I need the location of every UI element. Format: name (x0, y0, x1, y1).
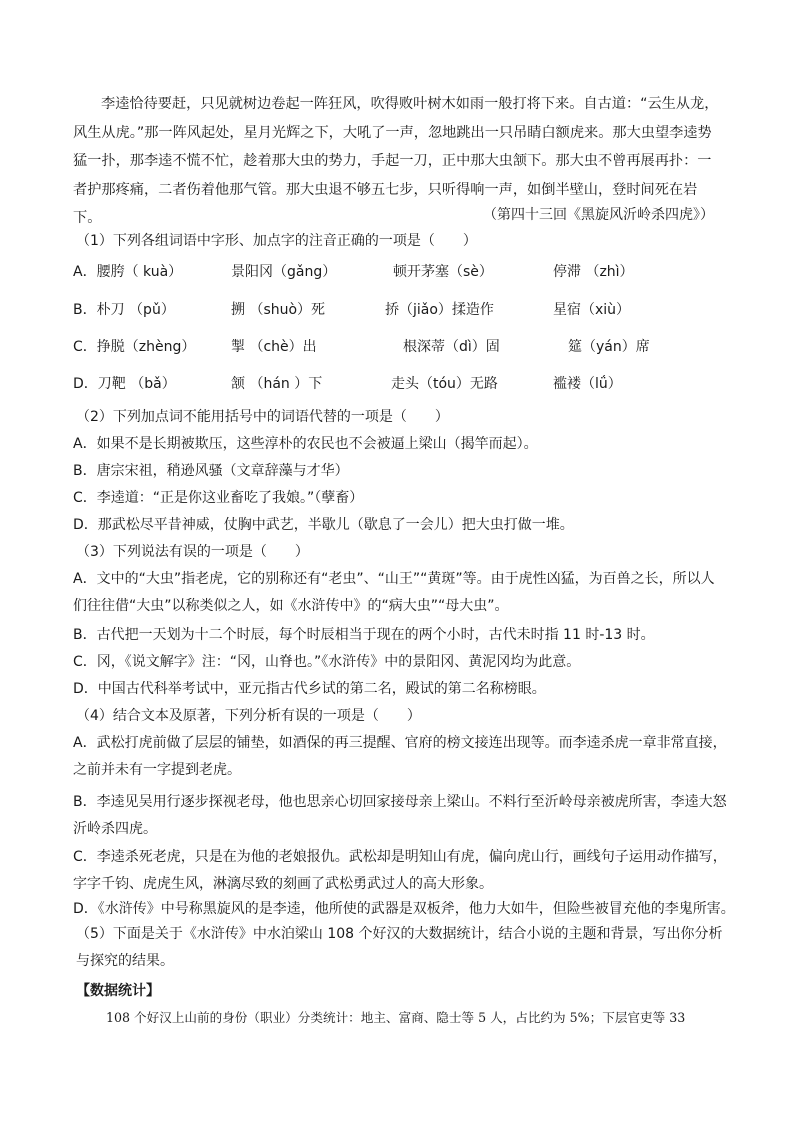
q3-option-d: D．中国古代科举考试中，亚元指古代乡试的第二名，殿试的第二名称榜眼。 (73, 681, 546, 697)
q1-option-row-a (73, 262, 733, 282)
q3-option-c: C．冈，《说文解字》注：“冈，山脊也。”《水浒传》中的景阳冈、黄泥冈均为此意。 (73, 654, 581, 670)
q1-option-row-c (73, 337, 733, 357)
q1-b-1: B．朴刀 （pǔ） (73, 302, 175, 318)
q1-option-row-b (73, 300, 733, 320)
q2-option-a: A．如果不是长期被欺压，这些淳朴的农民也不会被逼上梁山（揭竿而起）。 (73, 436, 538, 452)
q4-option-c: C．李逵杀死老虎，只是在为他的老娘报仇。武松却是明知山有虎，偏向虎山行，画线句子运用动作描写，字字千钧、虎虎生风，淋漓尽致的刻画了武松勇武过人的高大形象。 (73, 849, 727, 892)
passage-source: （第四十三回《黑旋风沂岭杀四虎》） (483, 207, 714, 223)
q3-option-a: A．文中的“大虫”指老虎，它的别称还有“老虫”、“山王”“黄斑”等。由于虎性凶猛，为百兽之长，所以人们往往借“大虫”以称类似之人，如《水浒传中》的“病大虫”“母大虫”。 (73, 571, 715, 614)
q1-a-1: A．腰胯（ kuà） (73, 264, 183, 280)
stats-line: 108 个好汉上山前的身份（职业）分类统计：地主、富商、隐士等 5 人，占比约为 5%；下层官吏等 33 (106, 1010, 686, 1025)
q3-option-b: B．古代把一天划为十二个时辰，每个时辰相当于现在的两个小时，古代未时指 11 时-13 时。 (73, 627, 655, 643)
q1-a-3: 顿开茅塞（sè） (393, 264, 493, 280)
q1-d-2: 颔 （hán ）下 (231, 376, 323, 392)
q1-c-2: 掣 （chè）出 (231, 339, 317, 355)
q2-option-b: B．唐宗宋祖，稍逊风骚（文章辞藻与才华） (73, 463, 349, 479)
q2-option-c: C．李逵道：“正是你这业畜吃了我娘。”（孽畜） (73, 490, 364, 506)
q1-b-3: 挢（jiǎo）揉造作 (385, 302, 494, 318)
q1-d-1: D．刀靶 （bǎ） (73, 376, 176, 392)
q1-c-1: C．挣脱（zhèng） (73, 339, 196, 355)
q1-a-2: 景阳冈（gǎng） (231, 264, 337, 280)
q1-option-row-d (73, 374, 733, 394)
q1-c-3: 根深蒂（dì）固 (403, 339, 500, 355)
q1-a-4: 停滞 （zhì） (553, 264, 634, 280)
q4-option-a: A．武松打虎前做了层层的铺垫，如酒保的再三提醒、官府的榜文接连出现等。而李逵杀虎一章非常直接，之前并未有一字提到老虎。 (73, 735, 727, 778)
stats-heading: 【数据统计】 (76, 983, 160, 999)
q1-stem: （1）下列各组词语中字形、加点字的注音正确的一项是（ ） (76, 233, 477, 249)
q4-option-b: B．李逵见吴用行逐步探视老母，他也思亲心切回家接母亲上梁山。不料行至沂岭母亲被虎所害，李逵大怒沂岭杀四虎。 (73, 794, 727, 837)
q1-d-4: 褴褛（lǘ） (553, 376, 622, 392)
q2-stem: （2）下列加点词不能用括号中的词语代替的一项是（ ） (76, 409, 449, 425)
q4-option-d: D．《水浒传》中号称黑旋风的是李逵，他所使的武器是双板斧，他力大如牛，但险些被冒充他的李鬼所害。 (73, 901, 735, 917)
q1-c-4: 筵（yán）席 (568, 339, 650, 355)
q3-stem: （3）下列说法有误的一项是（ ） (76, 544, 309, 560)
q4-stem: （4）结合文本及原著，下列分析有误的一项是（ ） (76, 708, 421, 724)
q1-d-3: 走头（tóu）无路 (391, 376, 498, 392)
q2-option-d: D．那武松尽平昔神威，仗胸中武艺，半歇儿（歇息了一会儿）把大虫打做一堆。 (73, 517, 574, 533)
q5-stem: （5）下面是关于《水浒传》中水泊梁山 108 个好汉的大数据统计，结合小说的主题和背景，写出你分析与探究的结果。 (76, 926, 723, 969)
q1-b-2: 搠 （shuò）死 (231, 302, 326, 318)
q1-b-4: 星宿（xiù） (553, 302, 631, 318)
passage-text: 李逵恰待要赶，只见就树边卷起一阵狂风，吹得败叶树木如雨一般打将下来。自古道：“云生从龙，风生从虎。”那一阵风起处，星月光辉之下，大吼了一声，忽地跳出一只吊睛白额虎来。那大虫望李逵势猛一扑，那李逵不慌不忙，趁着那大虫的势力，手起一刀，正中那大虫颔下。那大虫不曾再展再扑：一者护那疼痛，二者伤着他那气管。那大虫退不够五七步，只听得响一声，如倒半壁山，登时间死在岩下。 (73, 96, 719, 226)
